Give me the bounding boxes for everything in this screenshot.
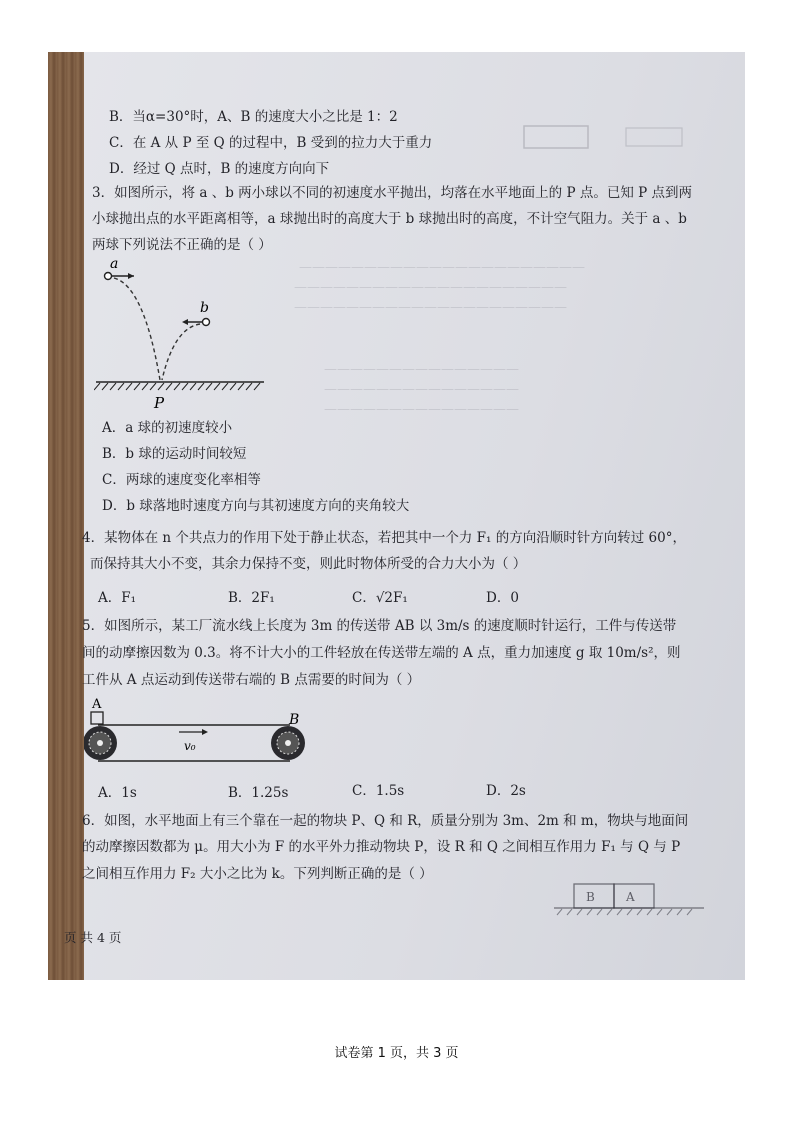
exam-paper [64,52,745,980]
q6-stem-line3: 之间相互作用力 F₂ 大小之比为 k。下列判断正确的是（ ） [82,866,433,882]
q2-option-c: C．在 A 从 P 至 Q 的过程中，B 受到的拉力大于重力 [109,135,433,151]
q4-option-c: C．√2F₁ [352,590,408,606]
q5-option-b: B．1.25s [228,785,289,801]
q6-stem-line2: 的动摩擦因数都为 μ。用大小为 F 的水平外力推动物块 P，设 R 和 Q 之间相互作用力 F₁ 与 Q 与 P [82,839,681,855]
bleed-through: ————————————————————— [294,280,567,295]
label-v0: v₀ [184,739,196,753]
q5-option-a: A．1s [98,785,137,801]
faint-top-figure [514,118,694,158]
exam-photo [48,52,745,980]
desk-edge [48,52,84,980]
left-roller [84,726,117,760]
ball-b [203,319,210,326]
q3-option-a: A．a 球的初速度较小 [102,420,233,436]
bleed-through: ————————————————————— [294,300,567,315]
page-count-corner: 页 共 4 页 [64,930,122,945]
ball-a [105,273,112,280]
label-p: P [154,394,165,412]
q4-option-b: B．2F₁ [228,590,275,606]
label-a: A [92,697,102,712]
workpiece [91,712,103,724]
q5-option-d: D．2s [486,783,526,799]
q3-option-c: C．两球的速度变化率相等 [102,472,261,488]
q5-stem-line2: 间的动摩擦因数为 0.3。将不计大小的工件轻放在传送带左端的 A 点，重力加速度 g 取 10m/s²，则 [82,645,681,661]
bleed-through: ——————————————— [324,402,519,417]
q5-stem-line3: 工件从 A 点运动到传送带右端的 B 点需要的时间为（ ） [82,672,421,688]
bleed-through: —————————————————————— [299,260,585,275]
label-a: a [110,256,119,272]
right-roller [271,726,305,760]
q5-stem-line1: 5．如图所示，某工厂流水线上长度为 3m 的传送带 AB 以 3m/s 的速度顺时针运行，工件与传送带 [82,618,677,634]
page-footer: 试卷第 1 页，共 3 页 [334,1046,459,1061]
label-b: B [586,890,595,904]
label-b: b [200,300,209,316]
trajectory-b [162,324,200,380]
q3-option-d: D．b 球落地时速度方向与其初速度方向的夹角较大 [102,498,410,514]
trajectory-a [114,278,160,380]
q3-stem-line2: 小球抛出点的水平距离相等，a 球抛出时的高度大于 b 球抛出时的高度，不计空气阻力。关于 a 、b [92,211,687,227]
q6-stem-line1: 6．如图，水平地面上有三个靠在一起的物块 P、Q 和 R，质量分别为 3m、2m 和 m，物块与地面间 [82,813,689,829]
q6-faint-figure [554,874,714,922]
q3-option-b: B．b 球的运动时间较短 [102,446,247,462]
q2-option-d: D．经过 Q 点时，B 的速度方向向下 [109,161,330,177]
q4-option-d: D．0 [486,590,519,606]
q3-projectile-figure [94,256,284,416]
q3-stem-line3: 两球下列说法不正确的是（ ） [92,237,272,253]
bleed-through: ——————————————— [324,382,519,397]
bleed-through: ——————————————— [324,362,519,377]
q4-stem-line2: 而保持其大小不变，其余力保持不变，则此时物体所受的合力大小为（ ） [90,556,527,572]
q5-option-c: C．1.5s [352,783,405,799]
label-b: B [289,712,300,728]
q4-stem-line1: 4．某物体在 n 个共点力的作用下处于静止状态，若把其中一个力 F₁ 的方向沿顺时针方向转过 60°， [82,530,686,546]
q2-option-b: B．当α=30°时，A、B 的速度大小之比是 1：2 [109,109,398,125]
q3-stem-line1: 3．如图所示，将 a 、b 两小球以不同的初速度水平抛出，均落在水平地面上的 P 点。已知 P 点到两 [92,185,692,201]
label-a: A [626,890,635,904]
q4-option-a: A．F₁ [98,590,137,606]
q5-conveyor-figure [84,694,324,774]
